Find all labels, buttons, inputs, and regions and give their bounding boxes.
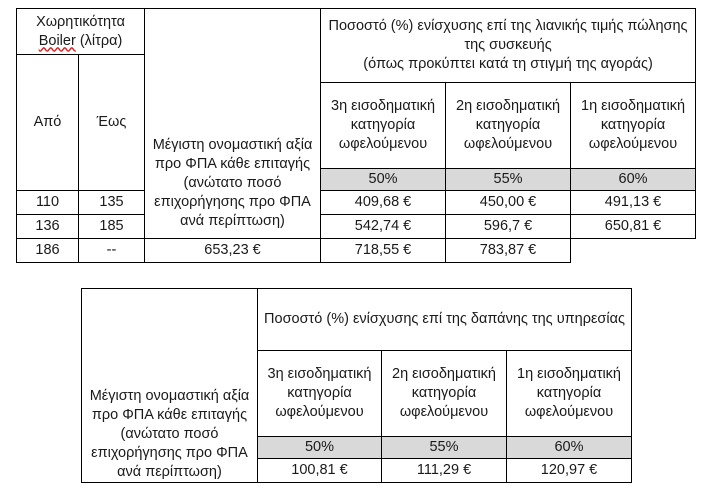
boiler-subsidy-table	[16, 8, 696, 263]
value-cat1: 120,97 €	[507, 459, 632, 483]
category-1-percent: 60%	[507, 437, 632, 459]
to-header: Έως	[79, 55, 145, 191]
category-2-label: 2η εισοδηματική κατηγορία ωφελούμενου	[382, 351, 507, 437]
boiler-capacity-header: Χωρητικότητα Boiler (λίτρα)	[17, 9, 145, 55]
table-row	[17, 215, 696, 239]
value-cat2: 596,7 €	[446, 215, 571, 239]
table-row	[17, 191, 696, 215]
category-3-percent: 50%	[258, 437, 382, 459]
category-1-label: 1η εισοδηματική κατηγορία ωφελούμενου	[507, 351, 632, 437]
category-3-label: 3η εισοδηματική κατηγορία ωφελούμενου	[258, 351, 382, 437]
from-header: Από	[17, 55, 79, 191]
category-2-percent: 55%	[382, 437, 507, 459]
max-value-label: Μέγιστη ονομαστική αξία προ ΦΠΑ κάθε επιταγής (ανώτατο ποσό επιχορήγησης προ ΦΠΑ ανά περίπτωση)	[89, 388, 250, 480]
row-from: 186	[17, 239, 79, 263]
category-1-label: 1η εισοδηματική κατηγορία ωφελούμενου	[571, 83, 696, 169]
boiler-word: Boiler	[38, 32, 76, 49]
value-cat2: 111,29 €	[382, 459, 507, 483]
row-to: --	[79, 239, 145, 263]
value-cat3: 409,68 €	[321, 191, 446, 215]
max-value-label-cell	[82, 289, 258, 483]
value-cat3: 542,74 €	[321, 215, 446, 239]
category-2-label: 2η εισοδηματική κατηγορία ωφελούμενου	[446, 83, 571, 169]
category-3-percent: 50%	[321, 169, 446, 191]
percent-header-retail: Ποσοστό (%) ενίσχυσης επί της λιανικής τιμής πώλησης της συσκευής (όπως προκύπτει κατά τη στιγμή της αγοράς)	[321, 9, 696, 83]
value-cat3: 100,81 €	[258, 459, 382, 483]
value-cat2: 450,00 €	[446, 191, 571, 215]
category-3-label: 3η εισοδηματική κατηγορία ωφελούμενου	[321, 83, 446, 169]
category-2-percent: 55%	[446, 169, 571, 191]
service-subsidy-table	[81, 288, 632, 483]
value-cat2: 718,55 €	[321, 239, 446, 263]
value-cat1: 650,81 €	[571, 215, 696, 239]
max-value-label-cell	[145, 9, 321, 239]
table-row	[17, 239, 696, 263]
row-from: 136	[17, 215, 79, 239]
row-from: 110	[17, 191, 79, 215]
value-cat1: 491,13 €	[571, 191, 696, 215]
percent-header-service: Ποσοστό (%) ενίσχυσης επί της δαπάνης της υπηρεσίας	[258, 289, 632, 351]
row-to: 185	[79, 215, 145, 239]
max-value-label: Μέγιστη ονομαστική αξία προ ΦΠΑ κάθε επιταγής (ανώτατο ποσό επιχορήγησης προ ΦΠΑ ανά περίπτωση)	[152, 137, 313, 229]
row-to: 135	[79, 191, 145, 215]
value-cat3: 653,23 €	[145, 239, 321, 263]
category-1-percent: 60%	[571, 169, 696, 191]
value-cat1: 783,87 €	[446, 239, 571, 263]
